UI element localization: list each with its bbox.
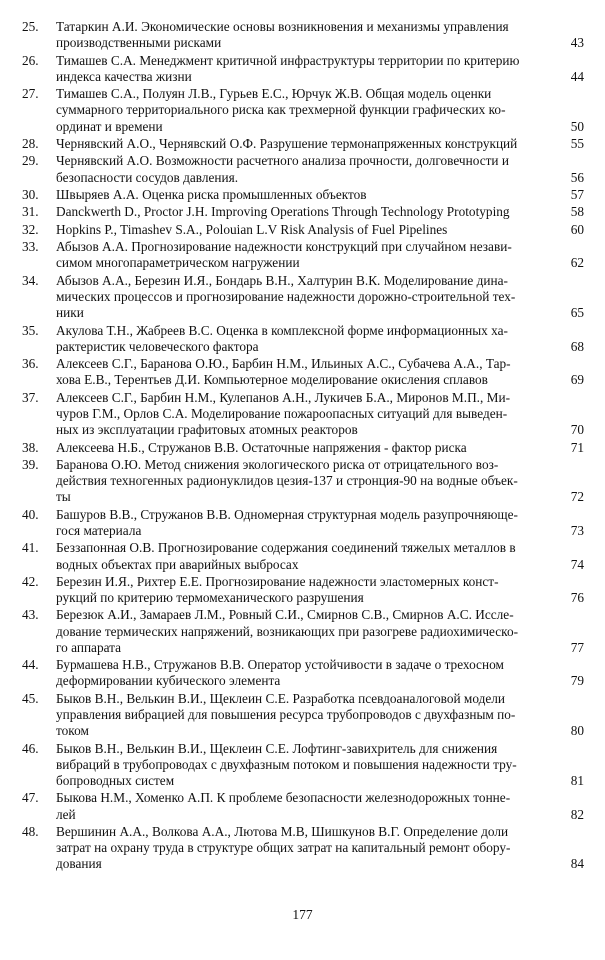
entry-title-line: Вершинин А.А., Волкова А.А., Лютова М.В, Шишкунов В.Г. Определение доли [56,824,509,840]
entry-title-line: Березин И.Я., Рихтер Е.Е. Прогнозирование надежности эластомерных конст- [56,573,499,589]
entry-title-line: Татаркин А.И. Экономические основы возникновения и механизмы управления [56,19,509,34]
entry-title-line: Danckwerth D., Proctor J.H. Improving Operations Through Technology Prototyping [56,204,510,220]
toc-entry [22,356,584,388]
entry-number: 32. [22,221,39,237]
entry-title-line: деформировании кубического элемента [56,673,281,689]
entry-title [56,136,558,152]
entry-page-number: 73 [570,522,584,538]
entry-number: 44. [22,657,39,673]
entry-title-line: Тимашев С.А. Менеджмент критичной инфраструктуры территории по критерию [56,52,520,68]
toc-entry [22,691,584,740]
toc-entry [22,153,584,185]
entry-title-line: симом многопараметрическом нагружении [56,255,300,271]
entry-page-number: 55 [570,135,584,151]
entry-page-number: 72 [570,489,584,505]
toc-entry [22,440,584,456]
entry-title-line: Башуров В.В., Стружанов В.В. Одномерная структурная модель разупрочняюще- [56,506,518,522]
entry-title [56,356,558,388]
entry-page-number: 82 [570,806,584,822]
entry-title-line: Алексеев С.Г., Баранова О.Ю., Барбин Н.М., Ильиных А.С., Субачева А.А., Тар- [56,356,511,372]
entry-title-line: мических процессов и прогнозирование надежности дорожно-строительной тех- [56,288,516,304]
toc-entry [22,136,584,152]
entry-title [56,657,558,689]
toc-entry [22,457,584,506]
entry-title-line: чуров Г.М., Орлов С.А. Моделирование пожароопасных ситуаций для выведен- [56,405,508,421]
entry-title [56,540,558,572]
entry-title-line: безопасности сосудов давления. [56,169,239,185]
entry-title-line: бопроводных систем [56,773,175,789]
entry-page-number: 74 [570,556,584,572]
entry-title-line: Баранова О.Ю. Метод снижения экологического риска от отрицательного воз- [56,456,499,472]
entry-number: 31. [22,204,39,220]
entry-title-line: Абызов А.А., Березин И.Я., Бондарь В.Н., Халтурин В.К. Моделирование дина- [56,272,508,288]
entry-title [56,574,558,606]
entry-title-line: Алексеева Н.Б., Стружанов В.В. Остаточные напряжения - фактор риска [56,439,467,455]
entry-number: 28. [22,135,39,151]
toc-entry [22,657,584,689]
toc-entry [22,507,584,539]
entry-title-line: производственными рисками [56,35,222,51]
entry-title-line: Чернявский А.О., Чернявский О.Ф. Разрушение термонапряженных конструкций [56,135,518,151]
toc-entry [22,574,584,606]
toc-entry [22,390,584,439]
entry-number: 33. [22,239,39,255]
entry-title-line: Быков В.Н., Велькин В.И., Щеклеин С.Е. Лофтинг-завихритель для снижения [56,740,498,756]
entry-number: 41. [22,540,39,556]
page-number-footer: 177 [292,907,313,922]
entry-number: 34. [22,272,39,288]
entry-number: 40. [22,506,39,522]
entry-title [56,19,558,51]
entry-page-number: 56 [570,169,584,185]
entry-title-line: ники [56,305,84,321]
entry-title-line: Чернявский А.О. Возможности расчетного анализа прочности, долговечности и [56,153,509,169]
entry-title [56,390,558,439]
entry-title [56,187,558,203]
entry-title [56,741,558,790]
entry-number: 30. [22,186,39,202]
entry-title [56,222,558,238]
entry-number: 37. [22,389,39,405]
entry-number: 25. [22,19,39,34]
entry-title-line: Hopkins P., Timashev S.A., Polouian L.V Risk Analysis of Fuel Pipelines [56,221,448,237]
entry-title [56,86,558,135]
entry-page-number: 84 [570,856,584,872]
entry-title-line: затрат на охрану труда в структуре общих затрат на капитальный ремонт обору- [56,840,511,856]
entry-number: 35. [22,322,39,338]
entry-number: 38. [22,439,39,455]
toc-entry [22,824,584,873]
entry-page-number: 79 [570,673,584,689]
entry-title-line: Тимашев С.А., Полуян Л.В., Гурьев Е.С., Юрчук Ж.В. Общая модель оценки [56,86,492,102]
entry-page-number: 57 [570,186,584,202]
entry-number: 42. [22,573,39,589]
entry-title [56,323,558,355]
entry-title-line: дования [56,856,102,872]
entry-title-line: индекса качества жизни [56,68,192,84]
entry-title-line: ты [56,489,71,505]
entry-page-number: 71 [570,439,584,455]
entry-title [56,273,558,322]
entry-title [56,204,558,220]
entry-page-number: 50 [570,118,584,134]
entry-title [56,440,558,456]
toc-entry [22,86,584,135]
table-of-contents [22,19,584,874]
toc-entry [22,540,584,572]
entry-title-line: вибраций в трубопроводах с двухфазным потоком и повышения надежности тру- [56,756,517,772]
entry-title [56,691,558,740]
entry-page-number: 80 [570,723,584,739]
entry-number: 46. [22,740,39,756]
toc-entry [22,741,584,790]
entry-title-line: управления вибрацией для повышения ресурса трубопроводов с двухфазным по- [56,707,516,723]
entry-title-line: Березюк А.И., Замараев Л.М., Ровный С.И., Смирнов С.В., Смирнов А.С. Иссле- [56,607,514,623]
toc-entry [22,239,584,271]
entry-title [56,607,558,656]
toc-entry [22,323,584,355]
entry-title [56,457,558,506]
toc-entry [22,607,584,656]
entry-title-line: рактеристик человеческого фактора [56,338,259,354]
toc-entry [22,187,584,203]
entry-title [56,790,558,822]
entry-title [56,239,558,271]
entry-page-number: 44 [570,68,584,84]
entry-page-number: 60 [570,221,584,237]
entry-title-line: током [56,723,89,739]
toc-entry [22,790,584,822]
entry-number: 48. [22,824,39,840]
entry-title-line: суммарного территориального риска как трехмерной функции графических ко- [56,102,506,118]
toc-entry [22,222,584,238]
entry-page-number: 58 [570,204,584,220]
entry-title-line: действия техногенных радионуклидов цезия-137 и стронция-90 на водные объек- [56,473,518,489]
entry-page-number: 77 [570,639,584,655]
entry-number: 45. [22,690,39,706]
toc-entry [22,204,584,220]
entry-page-number: 68 [570,338,584,354]
entry-title [56,824,558,873]
entry-title-line: го аппарата [56,639,122,655]
entry-title [56,53,558,85]
entry-title-line: Алексеев С.Г., Барбин Н.М., Кулепанов А.Н., Лукичев Б.А., Миронов М.П., Ми- [56,389,511,405]
entry-title-line: рукций по критерию термомеханического разрушения [56,590,364,606]
toc-entry [22,19,584,51]
entry-title-line: Беззапонная О.В. Прогнозирование содержания соединений тяжелых металлов в [56,540,516,556]
entry-title-line: Абызов А.А. Прогнозирование надежности конструкций при случайном незави- [56,239,512,255]
entry-page-number: 43 [570,35,584,51]
entry-number: 43. [22,607,39,623]
entry-page-number: 69 [570,372,584,388]
entry-number: 39. [22,456,39,472]
entry-title-line: ных из эксплуатации графитовых атомных реакторов [56,422,358,438]
entry-title-line: ординат и времени [56,118,163,134]
entry-title [56,507,558,539]
entry-number: 29. [22,153,39,169]
entry-title-line: Швыряев А.А. Оценка риска промышленных объектов [56,186,367,202]
entry-title-line: хова Е.В., Терентьев Д.И. Компьютерное моделирование окисления сплавов [56,372,488,388]
entry-page-number: 62 [570,255,584,271]
toc-entry [22,273,584,322]
entry-title-line: Бурмашева Н.В., Стружанов В.В. Оператор устойчивости в задаче о трехосном [56,657,504,673]
entry-title-line: Акулова Т.Н., Жабреев В.С. Оценка в комплексной форме информационных ха- [56,322,508,338]
entry-number: 27. [22,86,39,102]
toc-entry [22,53,584,85]
entry-number: 26. [22,52,39,68]
entry-page-number: 70 [570,422,584,438]
entry-title-line: дование термических напряжений, возникающих при разогреве радиохимическо- [56,623,519,639]
entry-title [56,153,558,185]
entry-title-line: гося материала [56,522,142,538]
entry-page-number: 81 [570,773,584,789]
entry-title-line: лей [56,806,76,822]
entry-title-line: Быкова Н.М., Хоменко А.П. К проблеме безопасности железнодорожных тонне- [56,790,511,806]
entry-title-line: водных объектах при аварийных выбросах [56,556,299,572]
entry-title-line: Быков В.Н., Велькин В.И., Щеклеин С.Е. Разработка псевдоаналоговой модели [56,690,506,706]
entry-page-number: 76 [570,590,584,606]
entry-number: 47. [22,790,39,806]
entry-number: 36. [22,356,39,372]
entry-page-number: 65 [570,305,584,321]
